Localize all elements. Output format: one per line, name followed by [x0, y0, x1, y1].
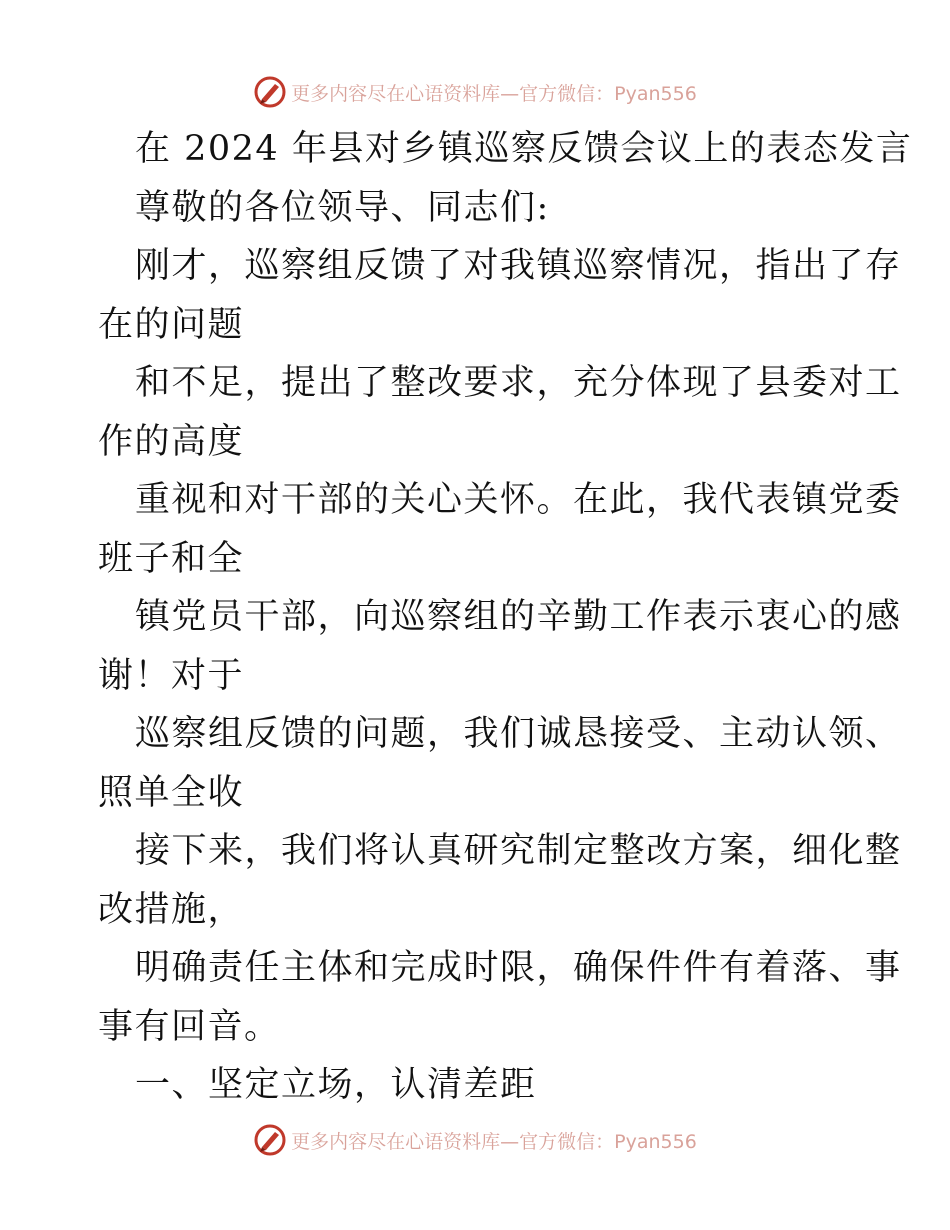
text-line: 刚才，巡察组反馈了对我镇巡察情况，指出了存 [135, 246, 902, 286]
watermark-text: 更多内容尽在心语资料库—官方微信：Pyan556 [291, 82, 697, 105]
text-line: 事有回音。 [98, 1006, 281, 1047]
watermark-header [0, 72, 950, 112]
text-line: 接下来，我们将认真研究制定整改方案，细化整 [135, 831, 902, 871]
text-line: 一、坚定立场，认清差距 [135, 1065, 537, 1105]
text-line: 作的高度 [98, 421, 245, 462]
watermark-text: 更多内容尽在心语资料库—官方微信：Pyan556 [291, 1130, 697, 1153]
text-line: 改措施， [98, 889, 245, 930]
text-line: 明确责任主体和完成时限，确保件件有着落、事 [135, 948, 902, 988]
pen-logo-icon [253, 1123, 287, 1157]
text-line: 尊敬的各位领导、同志们: [135, 187, 550, 228]
text-line: 在的问题 [98, 304, 245, 345]
text-line: 镇党员干部，向巡察组的辛勤工作表示衷心的感 [135, 597, 902, 637]
pen-logo-icon [253, 75, 287, 109]
text-line: 重视和对干部的关心关怀。在此，我代表镇党委 [135, 480, 902, 520]
text-line: 班子和全 [98, 538, 245, 579]
document-body [98, 120, 913, 1115]
text-line: 巡察组反馈的问题，我们诚恳接受、主动认领、 [135, 714, 902, 754]
text-line: 谢！对于 [98, 655, 245, 696]
text-line: 和不足，提出了整改要求，充分体现了县委对工 [135, 363, 902, 403]
text-line: 照单全收 [98, 772, 245, 813]
watermark-footer [0, 1120, 950, 1160]
text-line: 在 2024 年县对乡镇巡察反馈会议上的表态发言 [135, 129, 913, 169]
